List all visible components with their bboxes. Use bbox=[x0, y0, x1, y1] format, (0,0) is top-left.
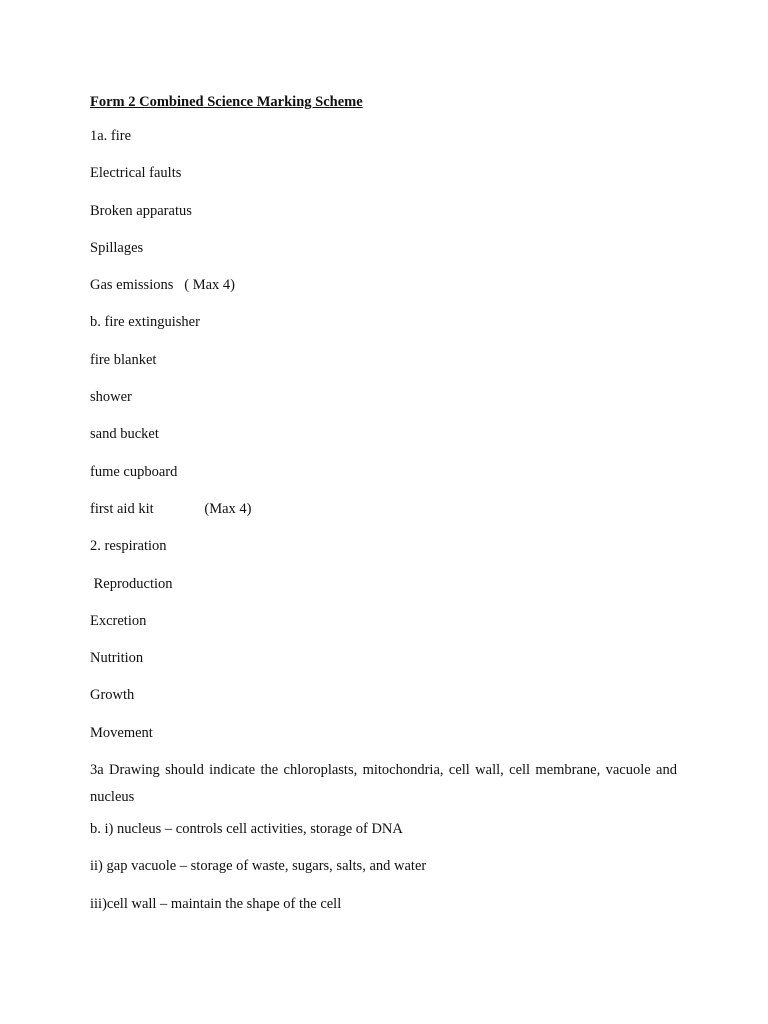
answer-line: b. i) nucleus – controls cell activities, storage of DNA bbox=[90, 821, 403, 838]
answer-line: 2. respiration bbox=[90, 538, 167, 555]
answer-line: Reproduction bbox=[90, 575, 173, 592]
answer-line: first aid kit (Max 4) bbox=[90, 500, 252, 517]
answer-line: Broken apparatus bbox=[90, 202, 192, 219]
answer-line: Movement bbox=[90, 724, 153, 741]
answer-line: fire blanket bbox=[90, 351, 157, 368]
answer-line: fume cupboard bbox=[90, 463, 178, 480]
document-body bbox=[90, 93, 677, 932]
answer-line: Spillages bbox=[90, 239, 144, 256]
answer-line: 1a. fire bbox=[90, 128, 132, 144]
document-title: Form 2 Combined Science Marking Scheme bbox=[90, 94, 363, 110]
answer-line: Gas emissions ( Max 4) bbox=[90, 277, 235, 294]
answer-line: iii)cell wall – maintain the shape of the cell bbox=[90, 895, 342, 912]
answer-line: b. fire extinguisher bbox=[90, 314, 200, 331]
answer-line: sand bucket bbox=[90, 426, 159, 443]
answer-line: Growth bbox=[90, 687, 135, 704]
answer-line: Excretion bbox=[90, 612, 147, 629]
answer-paragraph-3a: 3a Drawing should indicate the chloroplasts, mitochondria, cell wall, cell membrane, vacuole and nucleus bbox=[90, 762, 677, 805]
answer-line: Nutrition bbox=[90, 650, 144, 667]
answer-line: shower bbox=[90, 389, 132, 406]
answer-line: ii) gap vacuole – storage of waste, sugars, salts, and water bbox=[90, 858, 427, 875]
answer-line: Electrical faults bbox=[90, 165, 182, 182]
